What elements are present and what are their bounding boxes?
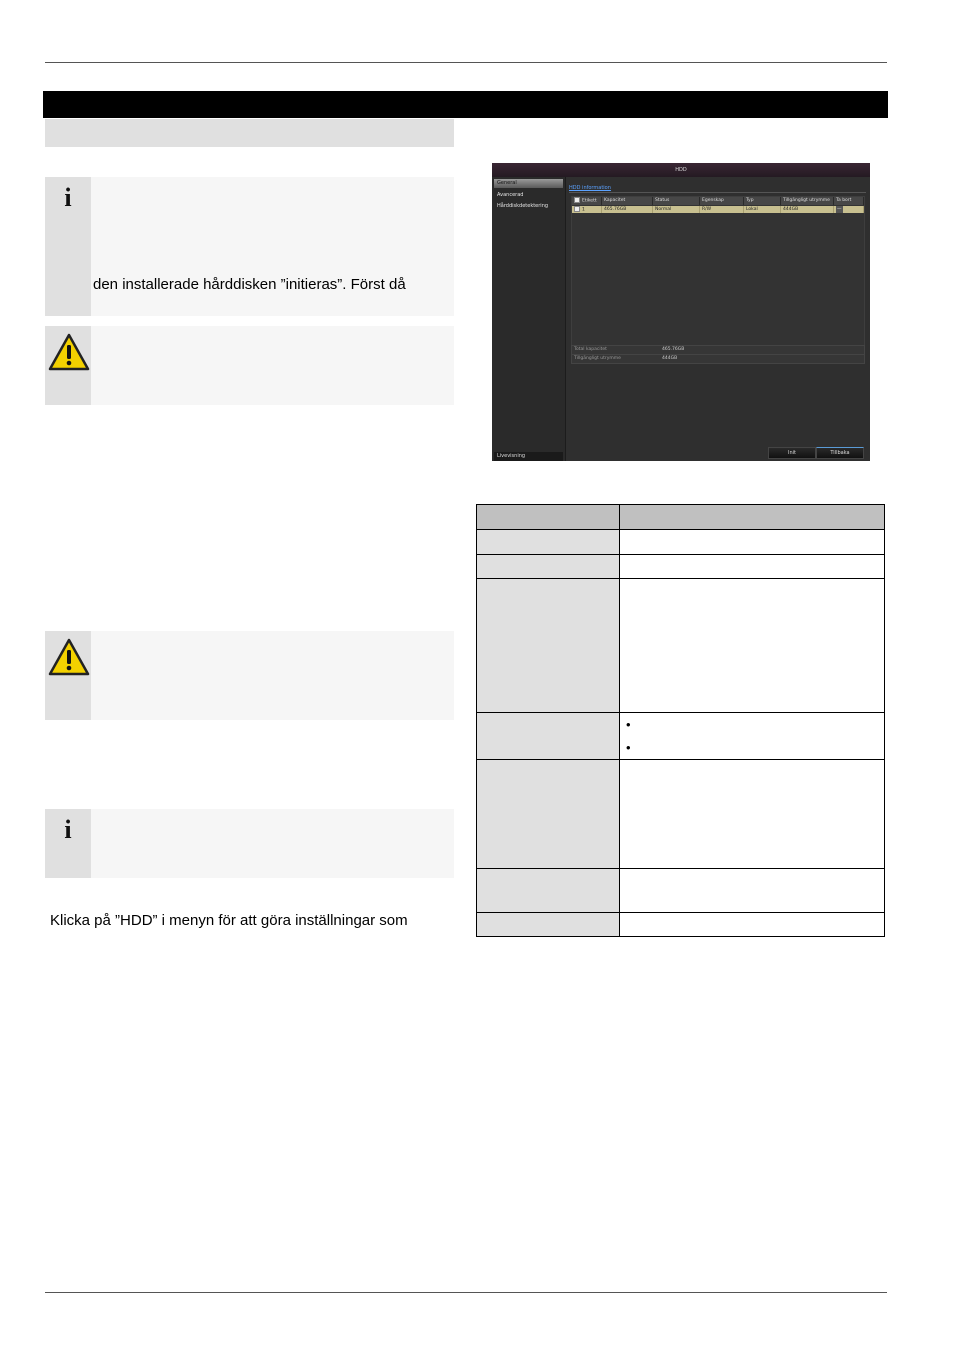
table-cell [620,760,885,869]
table-row [477,555,885,579]
column-header: Tillgängligt utrymme [781,197,834,205]
info-icon: i [64,183,72,212]
tab-divider [569,192,866,193]
summary-label: Total kapacitet [574,347,607,352]
menu-item-general[interactable]: General [494,179,563,188]
menu-item-advanced[interactable]: Avancerad [497,192,524,198]
row-cell: 444GB [781,206,834,213]
table-row[interactable] [572,206,602,213]
column-header [572,197,602,205]
table-cell [477,869,620,913]
footer-rule [45,1292,887,1293]
delete-icon[interactable]: — [837,207,842,212]
column-header: Ta bort [834,197,864,205]
table-cell [620,713,885,760]
column-header: Egenskap [700,197,744,205]
row-cell: R/W [700,206,744,213]
instruction-text: Klicka på ”HDD” i menyn för att göra inställningar som [50,912,408,929]
table-cell [620,579,885,713]
row-cell: Normal [653,206,700,213]
tab-hdd-information[interactable]: HDD information [569,185,611,191]
table-row [477,579,885,713]
live-view-button[interactable]: Livevisning [494,452,563,461]
summary-label: Tillgängligt utrymme [574,356,621,361]
table-header-row [477,505,885,530]
warning-note [45,631,454,720]
row-cell: Lokal [744,206,781,213]
column-label: Etikett [582,198,597,204]
column-header: Kapacitet [602,197,653,205]
bullet: • [626,717,631,732]
summary-value: 444GB [662,356,678,361]
row-cell: 465.76GB [602,206,653,213]
section-title-bar [43,91,888,118]
table-cell [477,555,620,579]
info-note [45,177,454,316]
summary-row-free [571,354,865,364]
menu-item-hdd-detection[interactable]: Hårddiskdetektering [497,203,549,209]
hdd-grid [571,196,865,346]
table-cell [477,579,620,713]
header-cell [477,505,620,530]
info-note [45,809,454,878]
table-row [477,869,885,913]
table-cell [620,530,885,555]
table-row [477,760,885,869]
table-cell [477,760,620,869]
header-rule [45,62,887,63]
back-button[interactable]: Tillbaka [816,447,864,459]
delete-cell[interactable] [834,206,864,213]
table-cell [477,913,620,937]
row-cell: 1 [582,207,585,213]
info-icon: i [64,815,72,844]
row-checkbox[interactable] [574,206,580,212]
header-cell [620,505,885,530]
table-cell [620,869,885,913]
select-all-checkbox[interactable] [574,197,580,203]
warning-triangle-icon [47,637,91,677]
table-row [477,913,885,937]
window-title: HDD [492,163,870,177]
settings-sidebar [492,177,566,461]
table-row [477,530,885,555]
summary-value: 465.76GB [662,347,685,352]
parameter-table [476,504,885,937]
hdd-screenshot [492,163,870,461]
table-cell [620,913,885,937]
note-text: den installerade hårddisken ”initieras”. Först då [93,276,406,293]
column-header: Status [653,197,700,205]
warning-triangle-icon [47,332,91,372]
subsection-title-bar [45,119,454,147]
table-cell [620,555,885,579]
table-cell [477,530,620,555]
bullet: • [626,740,631,755]
warning-note [45,326,454,405]
column-header: Typ [744,197,781,205]
table-cell [477,713,620,760]
init-button[interactable]: Init [768,447,816,459]
table-row [477,713,885,760]
